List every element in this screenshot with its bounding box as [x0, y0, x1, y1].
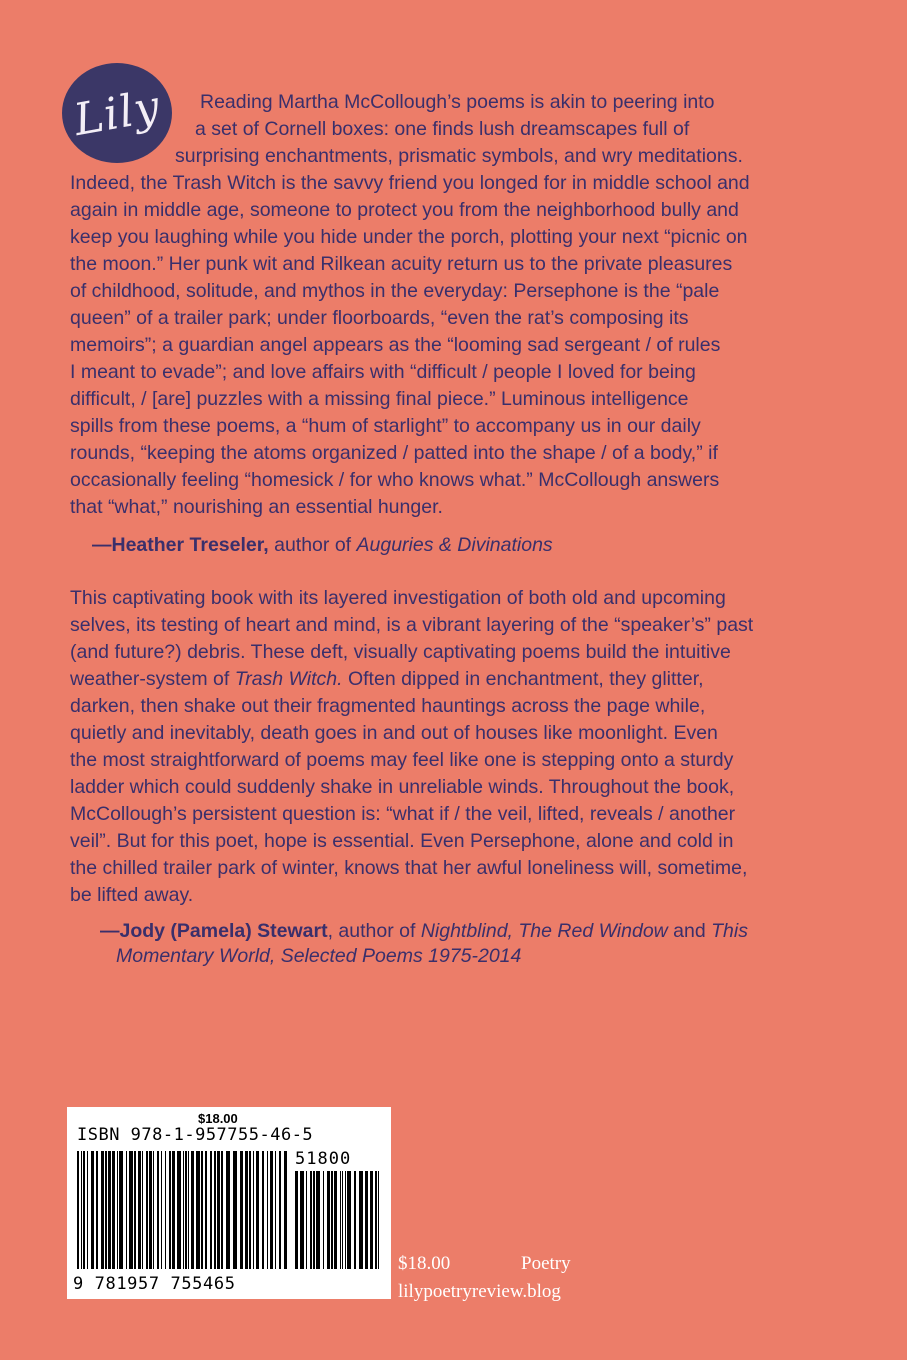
blurb-line: of childhood, solitude, and mythos in the everyday: Persephone is the “pale	[70, 280, 720, 302]
blurb-line: be lifted away.	[70, 884, 194, 906]
line-text: weather-system of	[70, 668, 235, 690]
blurb-attribution	[92, 532, 553, 559]
blurb-line: I meant to evade”; and love affairs with “difficult / people I loved for being	[70, 361, 696, 383]
line-text: Often dipped in enchantment, they glitter,	[342, 668, 704, 690]
barcode-bars-icon	[77, 1151, 289, 1277]
blurb-line: keep you laughing while you hide under the porch, plotting your next “picnic on	[70, 226, 748, 248]
blurb-line: memoirs”; a guardian angel appears as the “looming sad sergeant / of rules	[70, 334, 721, 356]
blurb-line: quietly and inevitably, death goes in and out of houses like moonlight. Even	[70, 722, 718, 744]
attribution-book: Nightblind, The Red Window	[420, 920, 668, 942]
blurb-line: that “what,” nourishing an essential hunger.	[70, 496, 443, 518]
blurb-line: spills from these poems, a “hum of starlight” to accompany us in our daily	[70, 415, 701, 437]
barcode-extension-number: 51800	[295, 1149, 352, 1169]
attribution-name: —Heather Treseler,	[92, 534, 269, 556]
barcode-extension-bars-icon	[295, 1171, 383, 1277]
blurb-line: Reading Martha McCollough’s poems is akin to peering into	[200, 91, 715, 113]
blurb-line: darken, then shake out their fragmented hauntings across the page while,	[70, 695, 706, 717]
blurb-line: occasionally feeling “homesick / for who knows what.” McCollough answers	[70, 469, 720, 491]
book-title: Trash Witch.	[234, 668, 343, 690]
blurb-line: again in middle age, someone to protect you from the neighborhood bully and	[70, 199, 739, 221]
footer-price: $18.00	[398, 1253, 451, 1274]
blurb-line: the most straightforward of poems may feel like one is stepping onto a sturdy	[70, 749, 734, 771]
blurb-line: selves, its testing of heart and mind, is a vibrant layering of the “speaker’s” past	[70, 614, 754, 636]
publisher-logo	[62, 63, 172, 163]
blurb-line: the chilled trailer park of winter, knows that her awful loneliness will, sometime,	[70, 857, 748, 879]
blurb-line: This captivating book with its layered investigation of both old and upcoming	[70, 587, 726, 609]
attribution-text: and	[667, 920, 712, 942]
blurb-line: difficult, / [are] puzzles with a missing final piece.” Luminous intelligence	[70, 388, 689, 410]
blurb-line	[70, 666, 704, 693]
attribution-book: Auguries & Divinations	[356, 534, 553, 556]
blurb-line: ladder which could suddenly shake in unreliable winds. Throughout the book,	[70, 776, 735, 798]
blurb-line: (and future?) debris. These deft, visually captivating poems build the intuitive	[70, 641, 731, 663]
isbn-barcode	[67, 1107, 391, 1299]
footer-category: Poetry	[521, 1253, 571, 1274]
blurb-line: a set of Cornell boxes: one finds lush dreamscapes full of	[195, 118, 690, 140]
blurb-line: veil”. But for this poet, hope is essential. Even Persephone, alone and cold in	[70, 830, 734, 852]
blurb-attribution	[100, 918, 748, 945]
attribution-book: This	[711, 920, 748, 942]
blurb-line: surprising enchantments, prismatic symbols, and wry meditations.	[175, 145, 743, 167]
logo-text: Lily	[70, 80, 164, 146]
barcode-number: 9 781957 755465	[73, 1274, 236, 1294]
blurb-line: rounds, “keeping the atoms organized / patted into the shape / of a body,” if	[70, 442, 718, 464]
attribution-book-line2: Momentary World, Selected Poems 1975-2014	[116, 945, 522, 967]
blurb-line: Indeed, the Trash Witch is the savvy friend you longed for in middle school and	[70, 172, 750, 194]
barcode-isbn: ISBN 978-1-957755-46-5	[77, 1125, 314, 1145]
barcode-price: $18.00	[198, 1111, 238, 1126]
attribution-text: , author of	[327, 920, 421, 942]
footer-website[interactable]: lilypoetryreview.blog	[398, 1281, 561, 1302]
attribution-text: author of	[268, 534, 357, 556]
attribution-name: —Jody (Pamela) Stewart	[100, 920, 328, 942]
blurb-line: queen” of a trailer park; under floorboards, “even the rat’s composing its	[70, 307, 689, 329]
blurb-line: the moon.” Her punk wit and Rilkean acuity return us to the private pleasures	[70, 253, 733, 275]
blurb-line: McCollough’s persistent question is: “what if / the veil, lifted, reveals / another	[70, 803, 736, 825]
